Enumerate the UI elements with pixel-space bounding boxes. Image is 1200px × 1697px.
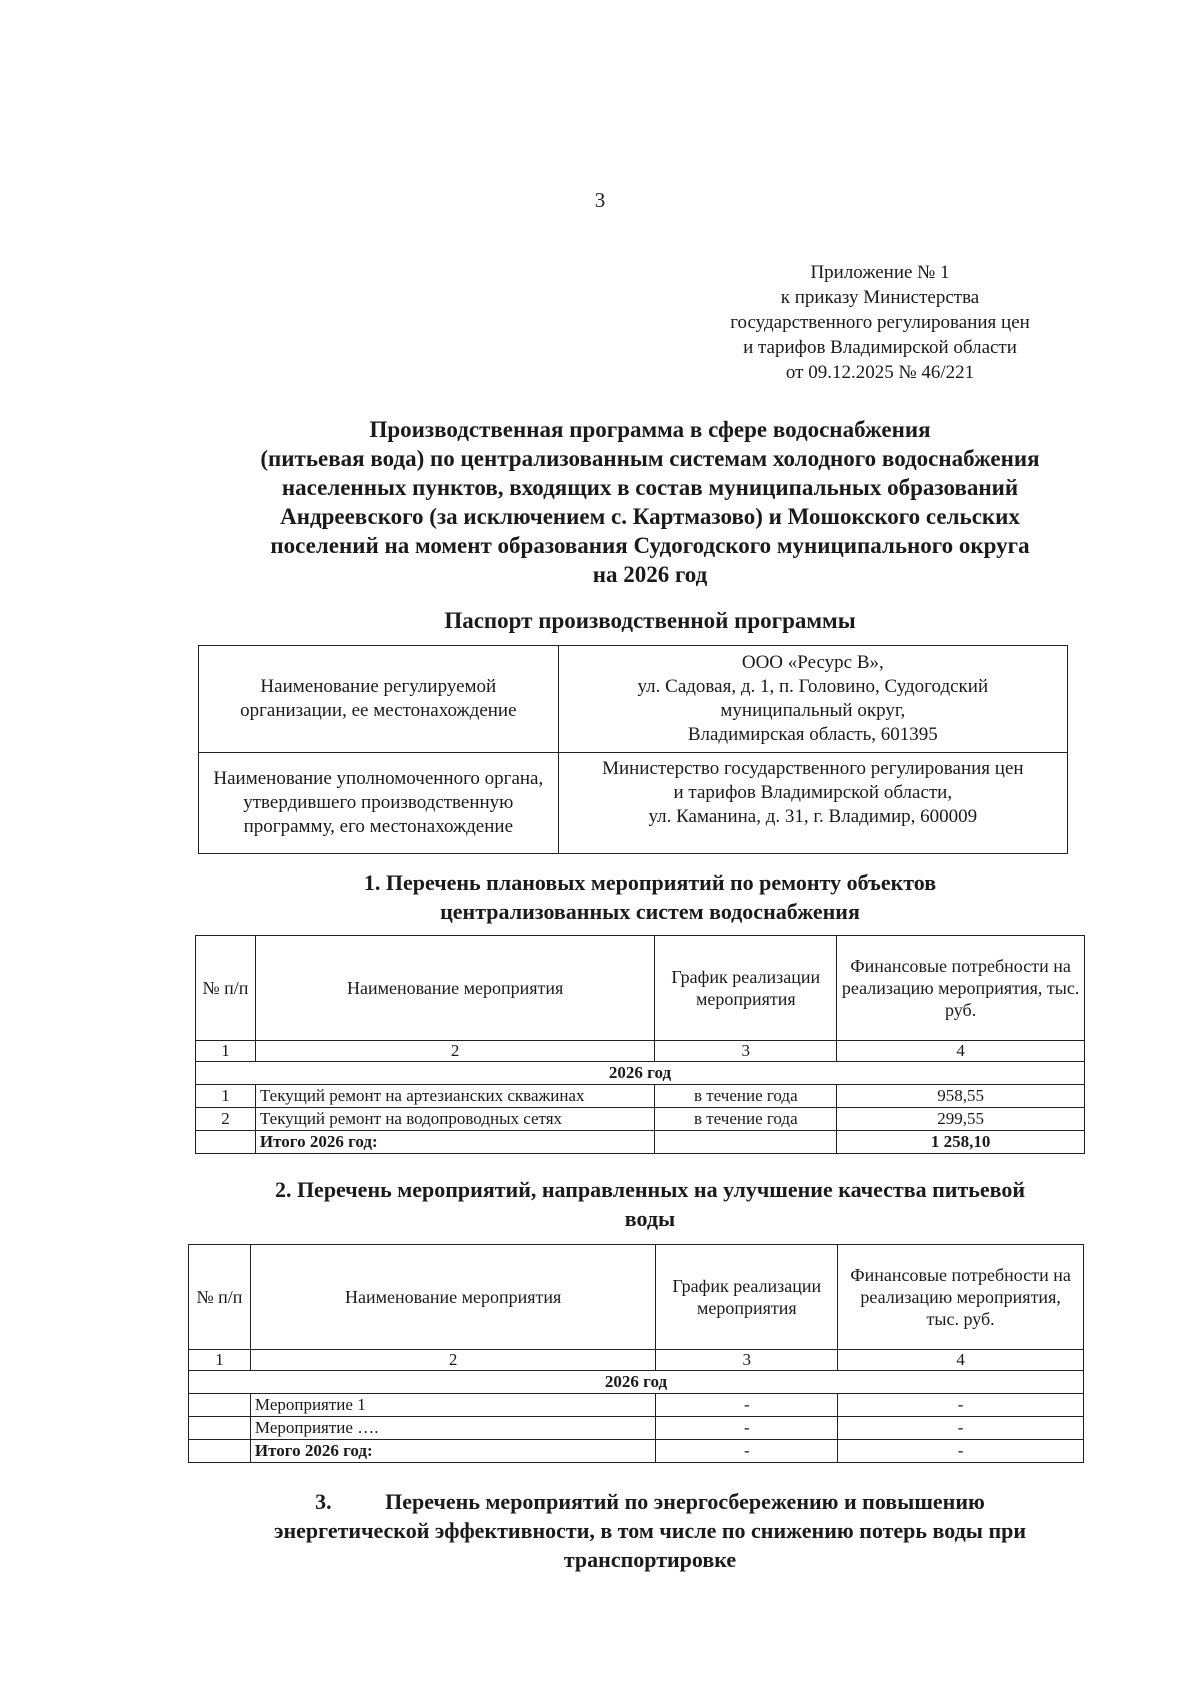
section3-title-text: Перечень мероприятий по энергосбережению и повышению — [385, 1489, 985, 1514]
row-schedule: в течение года — [655, 1085, 837, 1108]
document-title — [200, 415, 1100, 589]
row-name: Текущий ремонт на артезианских скважинах — [255, 1085, 654, 1108]
section3-title-line: транспортировке — [563, 1547, 737, 1572]
row-num: 1 — [196, 1085, 256, 1108]
water-quality-events-table — [188, 1244, 1084, 1463]
repair-events-table — [195, 935, 1085, 1154]
table-row — [196, 1085, 1085, 1108]
header-schedule: График реализации мероприятия — [656, 1245, 838, 1350]
row-finance: 958,55 — [837, 1085, 1085, 1108]
table-header-row — [189, 1245, 1084, 1350]
total-schedule — [655, 1131, 837, 1154]
authority-label: Наименование уполномоченного органа, утвердившего производственную программу, его местонахождение — [199, 753, 559, 854]
section1-title — [200, 868, 1100, 926]
appendix-line: и тарифов Владимирской области — [743, 337, 1017, 358]
header-num: № п/п — [196, 936, 256, 1041]
row-finance: - — [838, 1417, 1084, 1440]
column-numbers-row — [189, 1350, 1084, 1371]
title-line: на 2026 год — [592, 562, 708, 587]
section2-title — [200, 1175, 1100, 1233]
total-row — [196, 1131, 1085, 1154]
section3-number: 3. — [315, 1489, 332, 1514]
row-finance: 299,55 — [837, 1108, 1085, 1131]
section1-title-line: централизованных систем водоснабжения — [440, 899, 860, 924]
column-number: 4 — [837, 1041, 1085, 1062]
row-finance: - — [838, 1394, 1084, 1417]
org-value — [558, 646, 1067, 753]
header-finance: Финансовые потребности на реализацию мероприятия, тыс. руб. — [837, 936, 1085, 1041]
header-num: № п/п — [189, 1245, 251, 1350]
section3-title-line — [200, 1487, 1100, 1516]
section3-title-line: энергетической эффективности, в том числе по снижению потерь воды при — [273, 1518, 1027, 1543]
column-number: 1 — [196, 1041, 256, 1062]
header-finance: Финансовые потребности на реализацию мероприятия, тыс. руб. — [838, 1245, 1084, 1350]
authority-line: ул. Каманина, д. 31, г. Владимир, 600009 — [648, 806, 978, 827]
page-number: 3 — [594, 188, 606, 212]
total-finance: - — [838, 1440, 1084, 1463]
title-line: населенных пунктов, входящих в состав муниципальных образований — [281, 475, 1019, 500]
authority-value — [558, 753, 1067, 854]
year-row — [189, 1371, 1084, 1394]
authority-line: и тарифов Владимирской области, — [673, 782, 953, 803]
table-row — [196, 1108, 1085, 1131]
row-name: Мероприятие …. — [250, 1417, 655, 1440]
row-num: 2 — [196, 1108, 256, 1131]
year-label: 2026 год — [189, 1371, 1084, 1394]
table-row — [189, 1394, 1084, 1417]
appendix-line: к приказу Министерства — [780, 287, 980, 308]
title-line: Производственная программа в сфере водоснабжения — [369, 417, 931, 442]
authority-line: Министерство государственного регулирования цен — [602, 758, 1024, 779]
row-num — [189, 1417, 251, 1440]
column-number: 2 — [255, 1041, 654, 1062]
total-finance: 1 258,10 — [837, 1131, 1085, 1154]
org-line: ООО «Ресурс В», — [741, 652, 884, 673]
passport-title: Паспорт производственной программы — [444, 608, 856, 633]
column-number: 3 — [656, 1350, 838, 1371]
appendix-line: государственного регулирования цен — [730, 312, 1030, 333]
passport-row-organization — [199, 646, 1068, 753]
column-number: 1 — [189, 1350, 251, 1371]
passport-table — [198, 645, 1068, 854]
header-name: Наименование мероприятия — [255, 936, 654, 1041]
org-label: Наименование регулируемой организации, ее местонахождение — [199, 646, 559, 753]
title-line: поселений на момент образования Судогодского муниципального округа — [270, 533, 1030, 558]
title-line: Андреевского (за исключением с. Картмазово) и Мошокского сельских — [280, 504, 1020, 529]
section2-title-line: 2. Перечень мероприятий, направленных на улучшение качества питьевой — [274, 1177, 1026, 1202]
column-number: 2 — [250, 1350, 655, 1371]
appendix-line: от 09.12.2025 № 46/221 — [785, 362, 975, 383]
row-name: Текущий ремонт на водопроводных сетях — [255, 1108, 654, 1131]
row-name: Мероприятие 1 — [250, 1394, 655, 1417]
total-num — [189, 1440, 251, 1463]
row-schedule: - — [656, 1394, 838, 1417]
year-label: 2026 год — [196, 1062, 1085, 1085]
row-num — [189, 1394, 251, 1417]
row-schedule: - — [656, 1417, 838, 1440]
section3-title — [200, 1487, 1100, 1574]
header-schedule: График реализации мероприятия — [655, 936, 837, 1041]
table-row — [189, 1417, 1084, 1440]
section2-title-line: воды — [624, 1206, 676, 1231]
total-num — [196, 1131, 256, 1154]
column-number: 4 — [838, 1350, 1084, 1371]
column-number: 3 — [655, 1041, 837, 1062]
org-line: ул. Садовая, д. 1, п. Головино, Судогодский — [637, 676, 989, 697]
passport-row-authority — [199, 753, 1068, 854]
appendix-line: Приложение № 1 — [810, 262, 950, 283]
total-row — [189, 1440, 1084, 1463]
header-name: Наименование мероприятия — [250, 1245, 655, 1350]
column-numbers-row — [196, 1041, 1085, 1062]
year-row — [196, 1062, 1085, 1085]
total-label: Итого 2026 год: — [250, 1440, 655, 1463]
org-line: Владимирская область, 601395 — [687, 724, 938, 745]
total-label: Итого 2026 год: — [255, 1131, 654, 1154]
total-schedule: - — [656, 1440, 838, 1463]
org-line: муниципальный округ, — [720, 700, 906, 721]
section1-title-line: 1. Перечень плановых мероприятий по ремонту объектов — [363, 870, 937, 895]
appendix-header — [690, 260, 1070, 385]
title-line: (питьевая вода) по централизованным системам холодного водоснабжения — [260, 446, 1040, 471]
table-header-row — [196, 936, 1085, 1041]
row-schedule: в течение года — [655, 1108, 837, 1131]
